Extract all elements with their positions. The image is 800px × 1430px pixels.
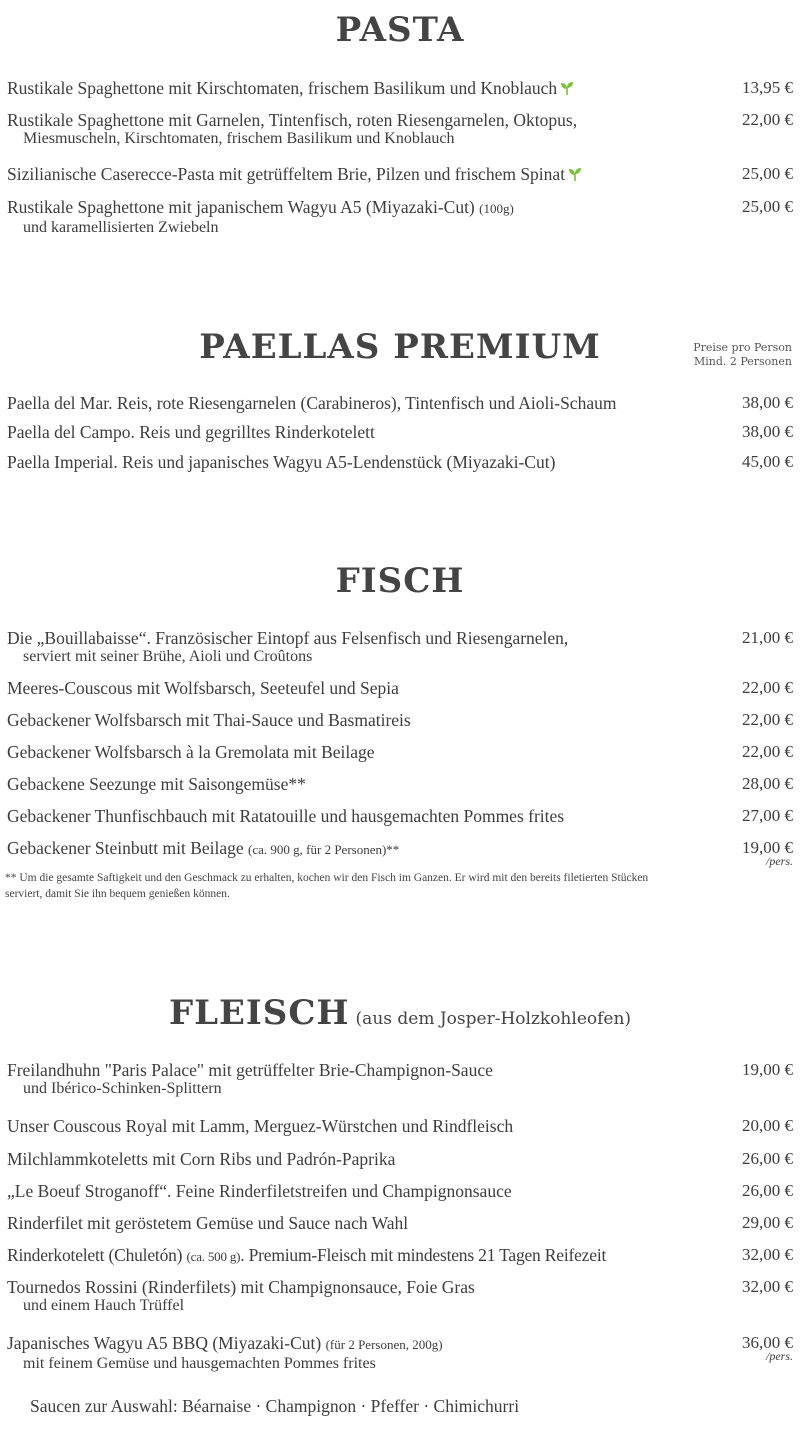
menu-item [7,838,793,868]
item-price: 13,95 € [742,78,793,97]
sauces-line: Saucen zur Auswahl: Béarnaise · Champignon · Pfeffer · Chimichurri [30,1396,520,1416]
item-name: „Le Boeuf Stroganoff“. Feine Rinderfiletstreifen und Champignonsauce [7,1181,512,1201]
item-price: 25,00 € [742,197,793,216]
item-description: und karamellisierten Zwiebeln [23,219,219,236]
menu-item [7,628,793,666]
item-price: 22,00 € [742,678,793,697]
menu-item [7,1245,793,1267]
fleisch-title: FLEISCH [168,993,350,1033]
paellas-heading: PAELLAS PREMIUM [199,327,601,367]
item-name: Milchlammkoteletts mit Corn Ribs und Padrón-Paprika [7,1149,396,1169]
item-name: Sizilianische Caserecce-Pasta mit getrüffeltem Brie, Pilzen und frischem Spinat [7,164,566,184]
item-price: 26,00 € [742,1181,793,1200]
item-price: 19,00 € [742,1060,793,1079]
leaf-icon [559,80,575,96]
item-price: 38,00 € [742,422,793,441]
item-name: Tournedos Rossini (Rinderfilets) mit Champignonsauce, Foie Gras [7,1277,475,1297]
menu-item [7,78,793,98]
item-name: Unser Couscous Royal mit Lamm, Merguez-Würstchen und Rindfleisch [7,1116,514,1136]
item-description: Miesmuscheln, Kirschtomaten, frischem Basilikum und Knoblauch [23,130,455,147]
item-name: Rinderfilet mit geröstetem Gemüse und Sauce nach Wahl [7,1213,409,1233]
menu-item [7,806,793,826]
fisch-heading: FISCH [335,561,465,601]
item-note: (ca. 500 g) [186,1249,241,1264]
fleisch-subtitle: (aus dem Josper-Holzkohleofen) [355,1009,632,1029]
item-price: 19,00 € [742,838,793,857]
item-name: Rustikale Spaghettone mit Kirschtomaten, frischem Basilikum und Knoblauch [7,78,558,98]
item-description: mit feinem Gemüse und hausgemachten Pommes frites [23,1355,376,1372]
menu-item [7,110,793,148]
item-description: serviert mit seiner Brühe, Aioli und Croûtons [23,648,313,665]
menu-item [7,422,793,442]
menu-item [7,452,793,472]
item-price: 36,00 € [742,1333,793,1352]
item-price: 22,00 € [742,710,793,729]
menu-item [7,1116,793,1136]
item-name: Paella Imperial. Reis und japanisches Wagyu A5-Lendenstück (Miyazaki-Cut) [7,452,556,472]
leaf-icon [567,166,583,182]
item-name: Freilandhuhn "Paris Palace" mit getrüffelter Brie-Champignon-Sauce [7,1060,493,1080]
item-price: 22,00 € [742,110,793,129]
menu-item [7,1333,793,1373]
menu-item [7,393,793,413]
item-price-unit: /pers. [766,854,793,868]
item-name: Gebackener Thunfischbauch mit Ratatouille und hausgemachten Pommes frites [7,806,565,826]
item-price: 45,00 € [742,452,793,471]
item-name: Rustikale Spaghettone mit Garnelen, Tintenfisch, roten Riesengarnelen, Oktopus, [7,110,578,130]
item-name: Paella del Campo. Reis und gegrilltes Rinderkotelett [7,422,375,442]
item-price: 25,00 € [742,164,793,183]
item-price: 20,00 € [742,1116,793,1135]
item-description: und Ibérico-Schinken-Splittern [23,1080,222,1097]
menu-item [7,678,793,698]
item-name: Paella del Mar. Reis, rote Riesengarnelen (Carabineros), Tintenfisch und Aioli-Schaum [7,393,617,413]
menu-item [7,1277,793,1315]
item-price: 26,00 € [742,1149,793,1168]
fleisch-heading [0,993,800,1033]
item-price: 28,00 € [742,774,793,793]
item-price: 32,00 € [742,1277,793,1296]
item-name: Die „Bouillabaisse“. Französischer Eintopf aus Felsenfisch und Riesengarnelen, [7,628,569,648]
item-name: Gebackener Wolfsbarsch mit Thai-Sauce und Basmatireis [7,710,411,730]
item-price-unit: /pers. [766,1349,793,1363]
item-note: (für 2 Personen, 200g) [325,1337,443,1352]
item-name: Rinderkotelett (Chuletón) [7,1245,183,1265]
item-name: Meeres-Couscous mit Wolfsbarsch, Seeteufel und Sepia [7,678,399,698]
item-price: 27,00 € [742,806,793,825]
item-price: 21,00 € [742,628,793,647]
menu-item [7,1149,793,1169]
menu-item [7,1213,793,1233]
paellas-price-note: Preise pro Person Mind. 2 Personen [693,341,792,368]
menu-item [7,1060,793,1098]
menu-item [7,710,793,730]
item-price: 22,00 € [742,742,793,761]
item-name: Rustikale Spaghettone mit japanischem Wagyu A5 (Miyazaki-Cut) [7,197,475,217]
item-name-cont: . Premium-Fleisch mit mindestens 21 Tagen Reifezeit [240,1245,607,1265]
item-price: 29,00 € [742,1213,793,1232]
item-name: Gebackene Seezunge mit Saisongemüse** [7,774,306,794]
pasta-heading: PASTA [335,10,465,50]
item-description: und einem Hauch Trüffel [23,1297,185,1314]
item-note: (ca. 900 g, für 2 Personen)** [248,842,400,857]
menu-item [7,774,793,794]
menu-item [7,197,793,237]
item-name: Gebackener Wolfsbarsch à la Gremolata mit Beilage [7,742,375,762]
item-price: 38,00 € [742,393,793,412]
menu-item [7,1181,793,1201]
item-name: Gebackener Steinbutt mit Beilage [7,838,244,858]
fisch-footnote: ** Um die gesamte Saftigkeit und den Geschmack zu erhalten, kochen wir den Fisch im Ganzen. Er wird mit den bereits filetierten Stücken serviert, damit Sie ihn bequem genießen können. [5,872,649,900]
menu-item [7,742,793,762]
item-price: 32,00 € [742,1245,793,1264]
item-note: (100g) [479,201,514,216]
item-name: Japanisches Wagyu A5 BBQ (Miyazaki-Cut) [7,1333,322,1353]
menu-item [7,164,793,184]
